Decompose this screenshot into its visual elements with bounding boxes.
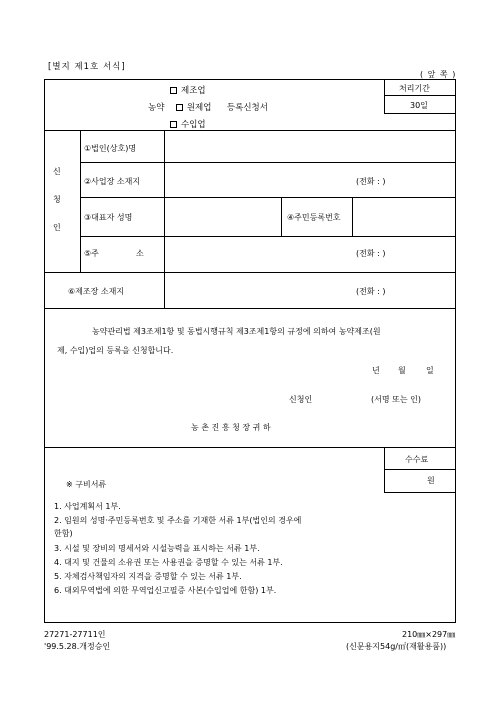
field-business-addr-label: ②사업장 소재지 bbox=[84, 177, 141, 186]
field-corp-name-label: ①법인(상호)명 bbox=[84, 144, 137, 153]
footer-paper: (신문용지54g/㎡(재활용품)) bbox=[346, 642, 447, 651]
statement-line-1: 농약관리법 제3조제1항 및 동법시행규칙 제3조제1항의 규정에 의하여 농약제조(원 bbox=[92, 327, 381, 336]
field-factory-addr-label: ⑥제조장 소재지 bbox=[68, 287, 125, 296]
checkbox-manufacture[interactable] bbox=[170, 87, 177, 94]
recipient-line: 농 촌 진 흥 청 장 귀 하 bbox=[191, 423, 271, 432]
page-side-note: ( 앞 쪽 ) bbox=[420, 70, 457, 79]
sign-hint: (서명 또는 인) bbox=[371, 395, 421, 404]
field-factory-addr-input[interactable] bbox=[165, 273, 345, 308]
field-rep-name-input[interactable] bbox=[165, 198, 280, 236]
fee-unit: 원 bbox=[427, 476, 435, 485]
field-resident-no-label: ④주민등록번호 bbox=[287, 213, 341, 222]
footer-code: 27271-27711인 bbox=[44, 630, 106, 639]
date-month: 월 bbox=[398, 366, 406, 375]
field-resident-no-input[interactable] bbox=[353, 198, 455, 236]
field-address-label: ⑤주 bbox=[84, 249, 99, 258]
date-year: 년 bbox=[372, 366, 380, 375]
title-suffix: 등록신청서 bbox=[226, 103, 268, 113]
footer-size: 210㎜×297㎜ bbox=[402, 630, 456, 639]
title-option-import[interactable]: 수입업 bbox=[170, 118, 206, 130]
doc-item-5: 5. 자체검사책임자의 지격을 증명할 수 있는 서류 1부. bbox=[54, 572, 242, 581]
doc-item-4: 4. 대지 및 건물의 소유권 또는 사용권을 증명할 수 있는 서류 1부. bbox=[54, 558, 283, 567]
doc-item-3: 3. 시설 및 장비의 명세서와 시설능력을 표시하는 서류 1부. bbox=[54, 544, 260, 553]
processing-period-label: 처리기간 bbox=[399, 84, 430, 93]
doc-item-2-cont: 한함) bbox=[54, 529, 73, 538]
doc-item-1: 1. 사업계획서 1부. bbox=[54, 502, 121, 511]
title-prefix: 농약 bbox=[148, 103, 165, 113]
fee-label: 수수료 bbox=[405, 455, 429, 464]
signer-label: 신청인 bbox=[289, 395, 313, 404]
title-row bbox=[148, 101, 268, 113]
doc-item-6: 6. 대외무역법에 의한 무역업신고필증 사본(수입업에 한함) 1부. bbox=[54, 586, 277, 595]
footer-approval: '99.5.28.개정승인 bbox=[44, 642, 111, 651]
required-docs-title: ※ 구비서류 bbox=[66, 480, 107, 489]
applicant-label-3: 인 bbox=[53, 223, 61, 232]
field-business-addr-phone: (전화 : ) bbox=[356, 177, 386, 186]
checkbox-import[interactable] bbox=[170, 121, 177, 128]
doc-item-2: 2. 임원의 성명·주민등록번호 및 주소를 기재한 서류 1부(법인의 경우에 bbox=[54, 516, 302, 525]
field-factory-addr-phone: (전화 : ) bbox=[356, 287, 386, 296]
date-day: 일 bbox=[426, 366, 434, 375]
applicant-label-1: 신 bbox=[53, 167, 61, 176]
checkbox-raw-material[interactable] bbox=[176, 104, 183, 111]
field-corp-name-input[interactable] bbox=[165, 131, 455, 162]
form-label: [별지 제1호 서식] bbox=[48, 62, 126, 72]
title-option-raw-material: 원제업 bbox=[186, 103, 212, 113]
field-business-addr-input[interactable] bbox=[165, 163, 345, 197]
field-rep-name-label: ③대표자 성명 bbox=[84, 213, 133, 222]
applicant-label-2: 청 bbox=[53, 195, 61, 204]
title-option-manufacture[interactable]: 제조업 bbox=[170, 84, 206, 96]
field-address-label-2: 소 bbox=[136, 249, 144, 258]
field-address-input[interactable] bbox=[165, 237, 345, 272]
field-address-phone: (전화 : ) bbox=[356, 249, 386, 258]
processing-period-value: 30일 bbox=[410, 101, 428, 110]
statement-line-2: 제, 수입)업의 등록을 신청합니다. bbox=[57, 346, 174, 355]
